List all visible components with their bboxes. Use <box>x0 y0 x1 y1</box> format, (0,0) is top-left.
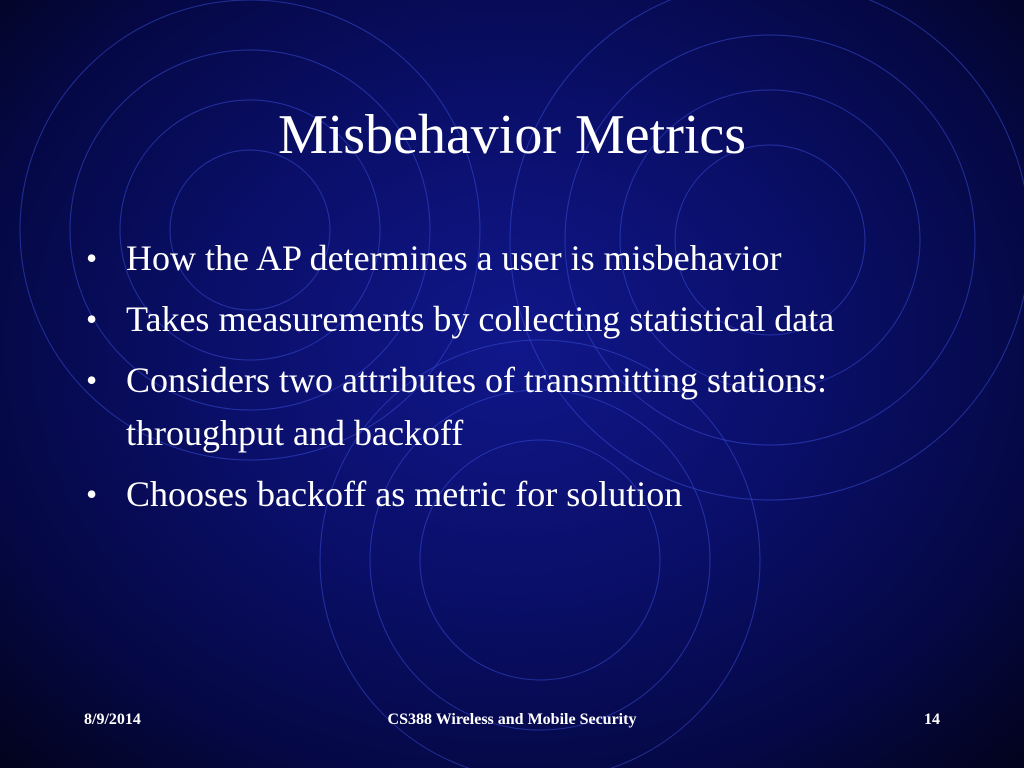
bullet-dot-icon: • <box>86 301 98 337</box>
slide-title: Misbehavior Metrics <box>277 104 747 166</box>
footer-course-title: CS388 Wireless and Mobile Security <box>387 711 637 728</box>
bullet-item <box>84 354 914 460</box>
bullet-item <box>84 468 914 521</box>
bullet-text: Takes measurements by collecting statistical data <box>126 299 835 339</box>
bullet-dot-icon: • <box>86 362 98 398</box>
footer-date: 8/9/2014 <box>84 711 141 728</box>
bullet-text: How the AP determines a user is misbehavior <box>126 238 782 278</box>
bullet-list <box>84 232 914 529</box>
bullet-item <box>84 232 914 285</box>
bullet-text: Considers two attributes of transmitting stations: throughput and backoff <box>126 360 827 453</box>
bullet-text: Chooses backoff as metric for solution <box>126 474 683 514</box>
footer-page-number: 14 <box>924 711 940 728</box>
bullet-dot-icon: • <box>86 476 98 512</box>
bullet-dot-icon: • <box>86 240 98 276</box>
bullet-item <box>84 293 914 346</box>
